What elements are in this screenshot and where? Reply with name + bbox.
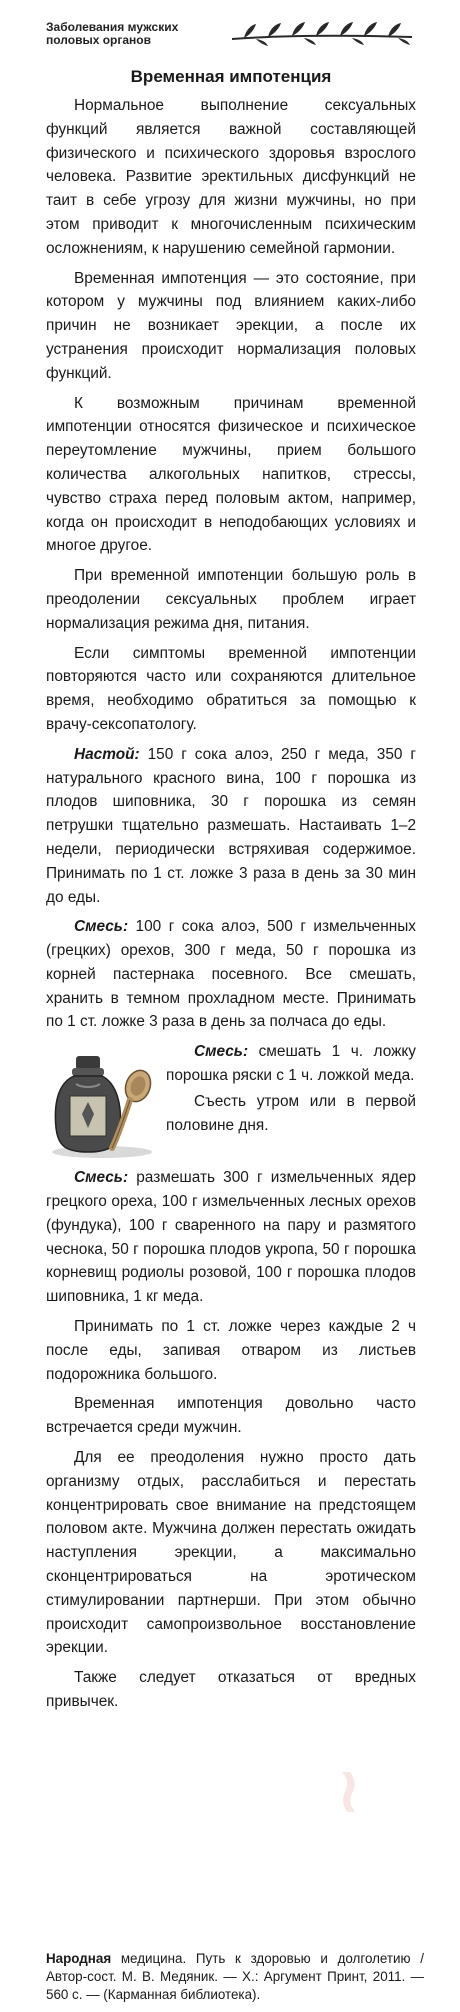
paragraph: Также следует отказаться от вредных привычек. [46,1669,416,1711]
section-title: Заболевания мужских половых органов [46,20,179,47]
article-title: Временная импотенция [130,67,332,86]
leaf-branch-ornament-icon [226,21,416,47]
illustrated-recipe [46,1040,416,1160]
paragraph: К возможным причинам временной импотенции относятся физическое и психическое переутомление мужчины, прием большого количества алкогольных напитков, стрессы, чувство страха перед половым актом, например, когда он происходит в неподобающих условиях и многое другое. [46,394,416,555]
source-citation [46,1950,424,2004]
recipe-infusion [46,743,416,910]
paragraph: Нормальное выполнение сексуальных функций является важной составляющей физического и психического здоровья взрослого человека. Развитие эректильных дисфункций не таит в себе угрозу для жизни мужчины, но при этом приводит к многочисленным психическим осложнениям, к нарушению семейной гармонии. [46,97,416,257]
article-body [46,94,416,1714]
recipe-text: 150 г сока алоэ, 250 г меда, 350 г натурального красного вина, 100 г порошка из плодов шиповника, 30 г порошка из семян петрушки тщательно размешать. Настаивать 1–2 недели, периодически встряхивая содержимое. Принимать по 1 ст. ложке 3 раза в день за 30 мин до еды. [46,745,416,906]
jar-and-spoon-illustration-icon [46,1048,158,1160]
recipe-label: Смесь: [194,1043,249,1061]
paragraph: При временной импотенции большую роль в преодолении сексуальных проблем играет нормализация режима дня, питания. [46,567,416,632]
recipe-text: 100 г сока алоэ, 500 г измельченных (грецких) орехов, 300 г меда, 50 г порошка из корней пастернака посевного. Все смешать, хранить в темном прохладном месте. Принимать по 1 ст. ложке 3 раза в день за полчаса до еды. [46,918,416,1031]
recipe-label: Настой: [74,745,140,763]
citation-text: медицина. Путь к здоровью и долголетию / Автор-сост. М. В. Медяник. — Х.: Аргумент Принт, 2011. — 560 с. — (Карманная библиотека). [46,1951,424,2002]
paragraph: Принимать по 1 ст. ложке через каждые 2 ч после еды, запивая отваром из листьев подорожника большого. [46,1318,416,1383]
illustrated-recipe-text [166,1040,416,1139]
paragraph: Если симптомы временной импотенции повторяются часто или сохраняются длительное время, необходимо обратиться за помощью к врачу-сексопатологу. [46,644,416,733]
recipe-mixture-1 [46,915,416,1034]
recipe-label: Смесь: [74,1169,129,1187]
paragraph: Для ее преодоления нужно просто дать организму отдых, расслабиться и перестать концентрировать свое внимание на предстоящем половом акте. Мужчина должен перестать ожидать наступления эрекции, а максимально сконцентрироваться на эротическом стимулировании партнерши. При этом обычно происходит самопроизвольное восстановление эрекции. [46,1449,416,1657]
recipe-text: размешать 300 г измельченных ядер грецкого ореха, 100 г измельченных лесных орехов (фундука), 100 г сваренного на пару и размятого чеснока, 50 г порошка плодов укропа, 50 г порошка корневищ родиолы розовой, 100 г порошка плодов шиповника, 1 кг меда. [46,1169,416,1306]
recipe-instruction: Съесть утром или в первой половине дня. [166,1092,416,1134]
svg-text:~: ~ [311,1765,385,1819]
recipe-mixture-3 [46,1166,416,1309]
recipe-text: смешать 1 ч. ложку порошка ряски с 1 ч. ложкой меда. [166,1043,416,1085]
recipe-mixture-2 [166,1040,416,1088]
paragraph: Временная импотенция довольно часто встречается среди мужчин. [46,1395,416,1437]
paragraph: Временная импотенция — это состояние, при котором у мужчины под влиянием каких-либо причин не возникает эрекции, а после их устранения происходит нормализация половых функций. [46,269,416,382]
recipe-label: Смесь: [74,918,129,936]
page-header [46,0,416,60]
citation-bold: Народная [46,1951,112,1966]
